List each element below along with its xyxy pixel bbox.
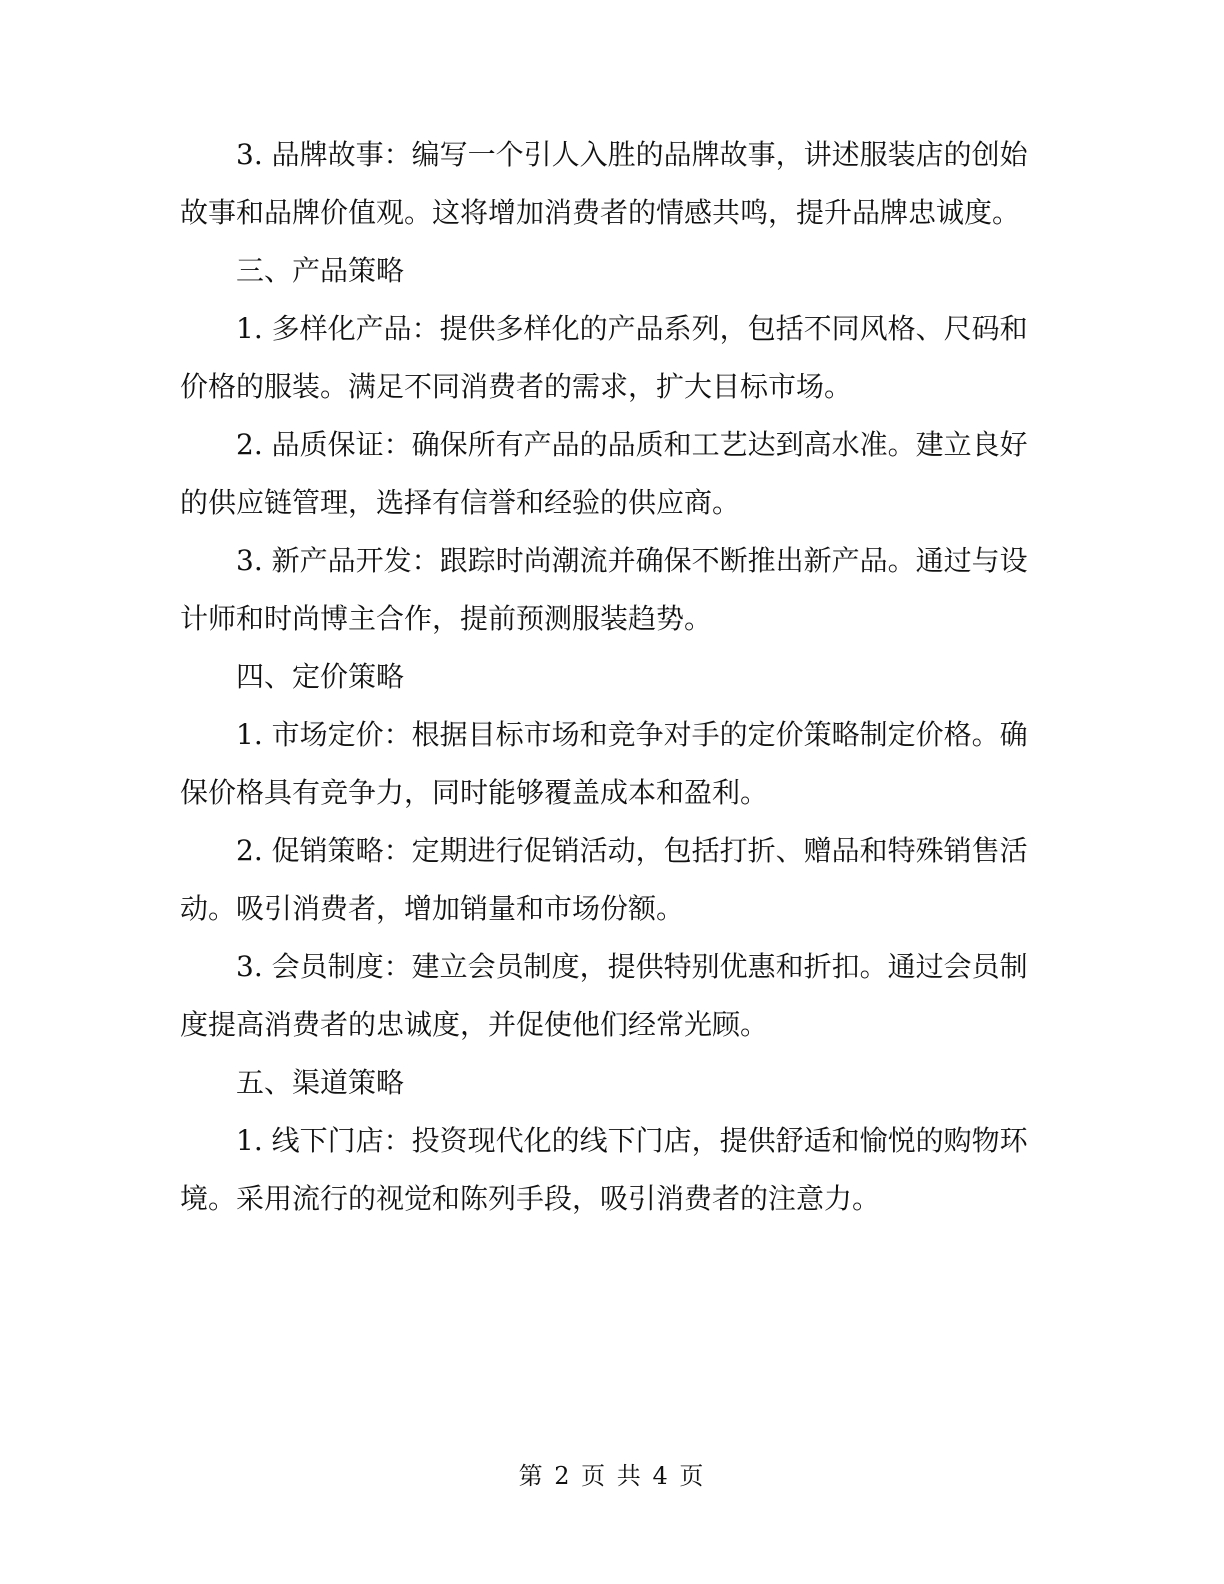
page-number-footer: 第 2 页 共 4 页 (518, 1462, 706, 1490)
paragraph-new-product-development: 3. 新产品开发：跟踪时尚潮流并确保不断推出新产品。通过与设计师和时尚博主合作，提前预测服装趋势。 (180, 544, 1028, 635)
document-body (180, 126, 1040, 1228)
paragraph-membership-system: 3. 会员制度：建立会员制度，提供特别优惠和折扣。通过会员制度提高消费者的忠诚度，并促使他们经常光顾。 (180, 950, 1028, 1041)
paragraph-quality-assurance: 2. 品质保证：确保所有产品的品质和工艺达到高水准。建立良好的供应链管理，选择有信誉和经验的供应商。 (180, 428, 1028, 519)
paragraph-diverse-products: 1. 多样化产品：提供多样化的产品系列，包括不同风格、尺码和价格的服装。满足不同消费者的需求，扩大目标市场。 (180, 312, 1028, 403)
paragraph-market-pricing: 1. 市场定价：根据目标市场和竞争对手的定价策略制定价格。确保价格具有竞争力，同时能够覆盖成本和盈利。 (180, 718, 1028, 809)
section-heading-channel-strategy: 五、渠道策略 (236, 1066, 405, 1099)
section-heading-pricing-strategy: 四、定价策略 (236, 660, 405, 693)
paragraph-promotion-strategy: 2. 促销策略：定期进行促销活动，包括打折、赠品和特殊销售活动。吸引消费者，增加销量和市场份额。 (180, 834, 1028, 925)
section-heading-product-strategy: 三、产品策略 (236, 254, 405, 287)
paragraph-brand-story: 3. 品牌故事：编写一个引人入胜的品牌故事，讲述服装店的创始故事和品牌价值观。这将增加消费者的情感共鸣，提升品牌忠诚度。 (180, 138, 1028, 229)
paragraph-offline-stores: 1. 线下门店：投资现代化的线下门店，提供舒适和愉悦的购物环境。采用流行的视觉和陈列手段，吸引消费者的注意力。 (180, 1124, 1028, 1215)
